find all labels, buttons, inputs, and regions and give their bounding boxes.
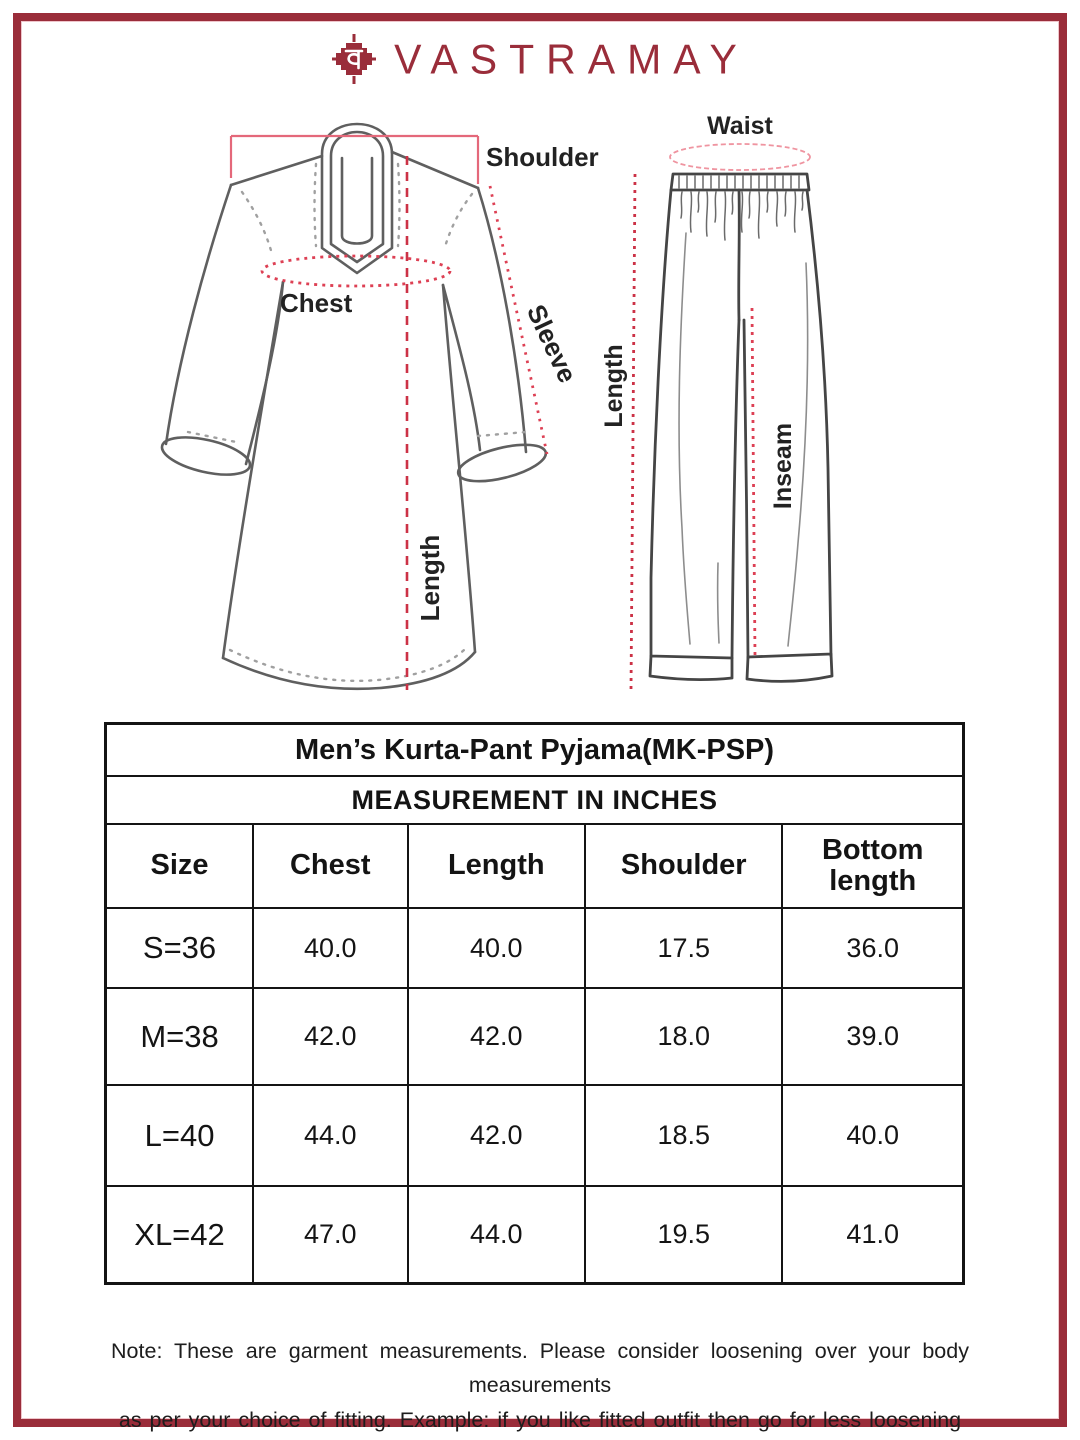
size-row-l bbox=[106, 1085, 964, 1186]
cell-shoulder: 19.5 bbox=[585, 1186, 782, 1284]
table-header-row bbox=[106, 824, 964, 908]
col-header-length: Length bbox=[408, 824, 586, 908]
cell-chest: 42.0 bbox=[253, 988, 407, 1085]
pant-annotations bbox=[600, 112, 810, 690]
pant-sketch bbox=[650, 174, 832, 681]
cell-size: M=38 bbox=[106, 988, 254, 1085]
table-title: Men’s Kurta-Pant Pyjama(MK-PSP) bbox=[106, 724, 964, 777]
size-chart-table bbox=[104, 722, 965, 1285]
logo-icon bbox=[331, 31, 377, 87]
waist-label: Waist bbox=[707, 112, 773, 140]
cell-chest: 47.0 bbox=[253, 1186, 407, 1284]
note-line-1: Note: These are garment measurements. Please consider loosening over your body measurements bbox=[111, 1339, 969, 1398]
cell-length: 40.0 bbox=[408, 908, 586, 988]
pant-length-label: Length bbox=[600, 344, 628, 428]
note-line-2: as per your choice of fitting. Example: if you like fitted outfit then go for less loosening bbox=[118, 1407, 962, 1432]
size-row-m bbox=[106, 988, 964, 1085]
table-subtitle-row bbox=[106, 776, 964, 824]
size-row-s bbox=[106, 908, 964, 988]
kurta-length-label: Length bbox=[415, 534, 445, 622]
inseam-label: Inseam bbox=[769, 422, 797, 510]
kurta-sketch bbox=[159, 124, 550, 689]
measurement-note bbox=[40, 1334, 1040, 1437]
cell-size: S=36 bbox=[106, 908, 254, 988]
size-row-xl bbox=[106, 1186, 964, 1284]
kurta-annotations bbox=[231, 136, 599, 690]
cell-size: XL=42 bbox=[106, 1186, 254, 1284]
cell-chest: 40.0 bbox=[253, 908, 407, 988]
pant-length-line bbox=[631, 174, 635, 690]
pant-diagram bbox=[598, 98, 1018, 713]
waistband-elastic-texture bbox=[679, 176, 803, 240]
inseam-line bbox=[752, 308, 755, 656]
col-header-bottom-length: Bottom length bbox=[782, 824, 963, 908]
cell-shoulder: 18.0 bbox=[585, 988, 782, 1085]
cell-bottom-length: 39.0 bbox=[782, 988, 963, 1085]
waist-measure-ellipse bbox=[670, 144, 810, 170]
brand-wordmark: VASTRAMAY bbox=[394, 35, 749, 82]
cell-shoulder: 17.5 bbox=[585, 908, 782, 988]
cell-bottom-length: 40.0 bbox=[782, 1085, 963, 1186]
brand-logo bbox=[0, 27, 1080, 91]
col-header-chest: Chest bbox=[253, 824, 407, 908]
shoulder-dimension-line bbox=[231, 136, 478, 184]
cell-length: 44.0 bbox=[408, 1186, 586, 1284]
chest-label: Chest bbox=[280, 288, 353, 318]
table-title-row bbox=[106, 724, 964, 777]
kurta-diagram bbox=[130, 98, 610, 713]
cell-length: 42.0 bbox=[408, 988, 586, 1085]
cell-shoulder: 18.5 bbox=[585, 1085, 782, 1186]
cell-bottom-length: 41.0 bbox=[782, 1186, 963, 1284]
sleeve-label: Sleeve bbox=[520, 299, 583, 388]
cell-size: L=40 bbox=[106, 1085, 254, 1186]
shoulder-label: Shoulder bbox=[486, 142, 599, 172]
cell-length: 42.0 bbox=[408, 1085, 586, 1186]
col-header-size: Size bbox=[106, 824, 254, 908]
col-header-shoulder: Shoulder bbox=[585, 824, 782, 908]
table-subtitle: MEASUREMENT IN INCHES bbox=[106, 776, 964, 824]
cell-bottom-length: 36.0 bbox=[782, 908, 963, 988]
cell-chest: 44.0 bbox=[253, 1085, 407, 1186]
